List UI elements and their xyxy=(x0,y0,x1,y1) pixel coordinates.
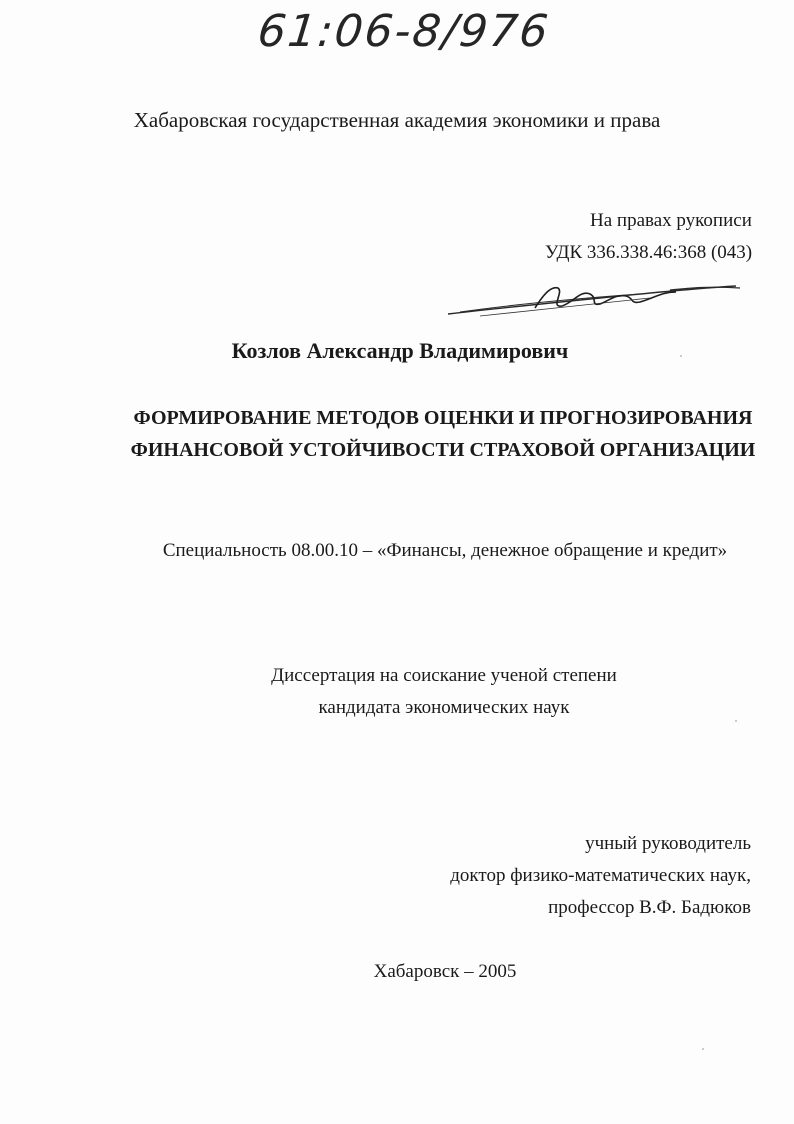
scan-speck xyxy=(680,355,682,357)
degree-line-1: Диссертация на соискание ученой степени xyxy=(271,665,617,686)
scan-speck xyxy=(702,1048,704,1050)
institution-name: Хабаровская государственная академия экономики и права xyxy=(133,108,661,132)
dissertation-title-line-1: ФОРМИРОВАНИЕ МЕТОДОВ ОЦЕНКИ И ПРОГНОЗИРОВАНИЯ xyxy=(133,407,753,429)
degree-line-2: кандидата экономических наук xyxy=(318,697,570,718)
city-year: Хабаровск – 2005 xyxy=(373,961,517,982)
archive-number: 61:06-8/976 xyxy=(255,6,553,57)
supervisor-line-3: профессор В.Ф. Бадюков xyxy=(548,897,751,918)
supervisor-line-1: учный руководитель xyxy=(585,833,751,854)
supervisor-line-2: доктор физико-математических наук, xyxy=(450,865,751,886)
dissertation-title-line-2: ФИНАНСОВОЙ УСТОЙЧИВОСТИ СТРАХОВОЙ ОРГАНИЗАЦИИ xyxy=(130,439,756,461)
handwritten-signature xyxy=(440,268,740,328)
rights-note: На правах рукописи xyxy=(590,210,752,231)
udc-code: УДК 336.338.46:368 (043) xyxy=(545,242,753,263)
scan-speck xyxy=(735,720,737,722)
author-name: Козлов Александр Владимирович xyxy=(231,338,569,363)
specialty: Специальность 08.00.10 – «Финансы, денежное обращение и кредит» xyxy=(162,540,728,561)
